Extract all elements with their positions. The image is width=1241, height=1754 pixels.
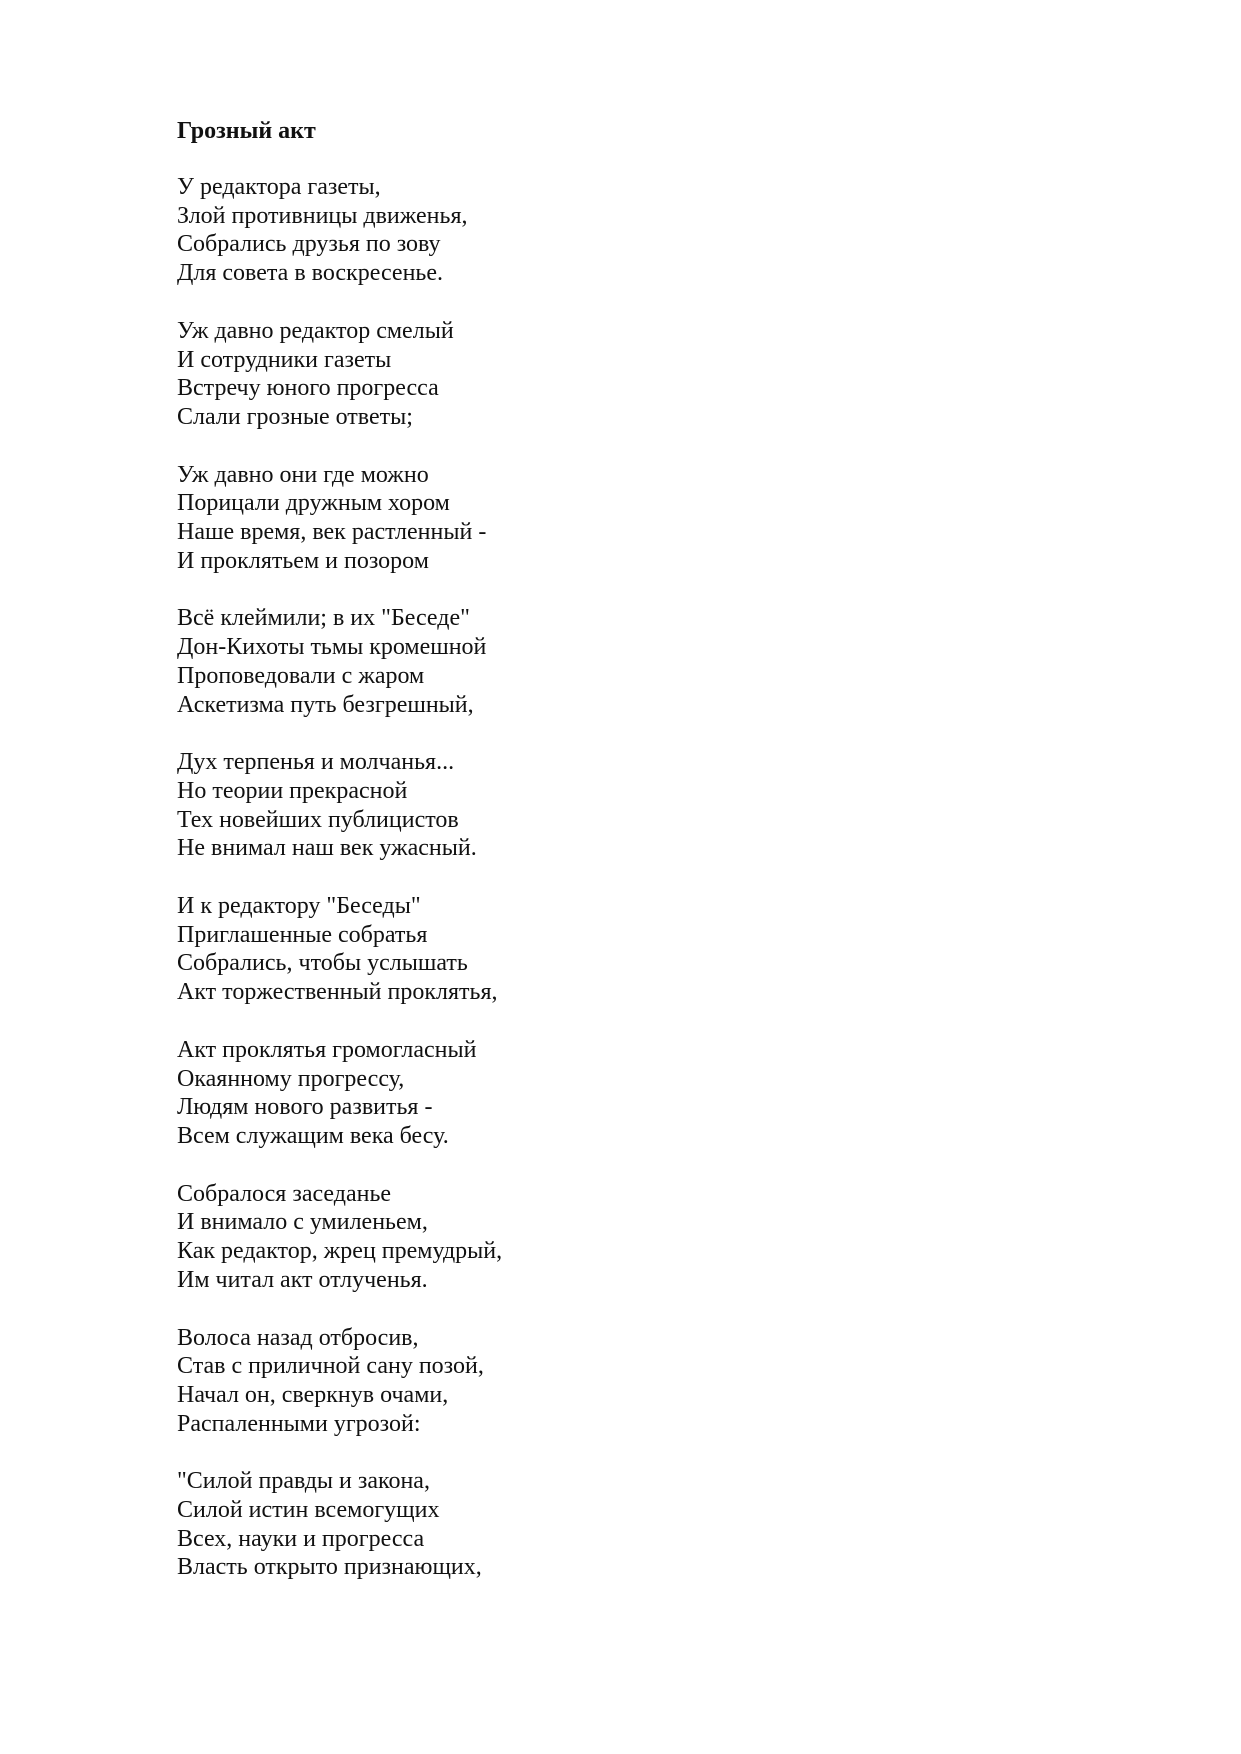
poem-line: Тех новейших публицистов bbox=[177, 806, 459, 833]
poem-line: Акт торжественный проклятья, bbox=[177, 979, 498, 1006]
stanza-9 bbox=[177, 1324, 1077, 1439]
poem-line: Людям нового развитья - bbox=[177, 1094, 433, 1121]
poem-line: Проповедовали с жаром bbox=[177, 662, 425, 689]
poem-line: Дух терпенья и молчанья... bbox=[177, 749, 455, 776]
poem-line: И внимало с умиленьем, bbox=[177, 1209, 428, 1236]
poem-line: Злой противницы движенья, bbox=[177, 202, 468, 229]
poem-line: Уж давно они где можно bbox=[177, 461, 429, 488]
stanza-1 bbox=[177, 173, 1077, 288]
stanza-4 bbox=[177, 604, 1077, 719]
poem-line: Всех, науки и прогресса bbox=[177, 1525, 425, 1552]
stanza-10 bbox=[177, 1467, 1077, 1582]
poem-line: Став с приличной сану позой, bbox=[177, 1353, 484, 1380]
poem-line: Слали грозные ответы; bbox=[177, 403, 413, 430]
poem-line: Окаянному прогрессу, bbox=[177, 1065, 405, 1092]
poem-line: "Силой правды и закона, bbox=[177, 1468, 430, 1495]
poem-line: Уж давно редактор смелый bbox=[177, 317, 454, 344]
poem-line: Дон-Кихоты тьмы кромешной bbox=[177, 634, 487, 661]
stanza-5 bbox=[177, 748, 1077, 863]
poem-line: Аскетизма путь безгрешный, bbox=[177, 691, 474, 718]
poem-line: Собрались, чтобы услышать bbox=[177, 950, 468, 977]
poem-body bbox=[177, 173, 1077, 1611]
poem-line: Силой истин всемогущих bbox=[177, 1497, 440, 1524]
poem-line: И к редактору "Беседы" bbox=[177, 893, 421, 920]
poem-line: И проклятьем и позором bbox=[177, 547, 429, 574]
poem-line: Для совета в воскресенье. bbox=[177, 260, 444, 287]
poem-line: Акт проклятья громогласный bbox=[177, 1036, 477, 1063]
poem-line: Всё клеймили; в их "Беседе" bbox=[177, 605, 470, 632]
poem-line: Встречу юного прогресса bbox=[177, 375, 439, 402]
poem-line: Собрались друзья по зову bbox=[177, 231, 441, 258]
poem-line: Всем служащим века бесу. bbox=[177, 1122, 449, 1149]
poem-line: У редактора газеты, bbox=[177, 174, 381, 200]
poem-line: Не внимал наш век ужасный. bbox=[177, 835, 477, 862]
stanza-6 bbox=[177, 892, 1077, 1007]
poem-line: Волоса назад отбросив, bbox=[177, 1324, 419, 1351]
poem-line: Им читал акт отлученья. bbox=[177, 1266, 428, 1293]
stanza-7 bbox=[177, 1036, 1077, 1151]
poem-line: Наше время, век растленный - bbox=[177, 519, 487, 546]
poem-line: Как редактор, жрец премудрый, bbox=[177, 1238, 503, 1265]
poem-line: Власть открыто признающих, bbox=[177, 1554, 482, 1581]
poem-line: И сотрудники газеты bbox=[177, 346, 392, 373]
poem-line: Порицали дружным хором bbox=[177, 490, 450, 517]
stanza-3 bbox=[177, 461, 1077, 576]
poem-line: Собралося заседанье bbox=[177, 1180, 392, 1207]
poem-line: Распаленными угрозой: bbox=[177, 1410, 421, 1437]
poem-line: Начал он, сверкнув очами, bbox=[177, 1381, 449, 1408]
poem-title: Грозный акт bbox=[177, 118, 316, 144]
stanza-2 bbox=[177, 317, 1077, 432]
stanza-8 bbox=[177, 1180, 1077, 1295]
poem-line: Но теории прекрасной bbox=[177, 777, 408, 804]
poem-line: Приглашенные собратья bbox=[177, 921, 428, 948]
